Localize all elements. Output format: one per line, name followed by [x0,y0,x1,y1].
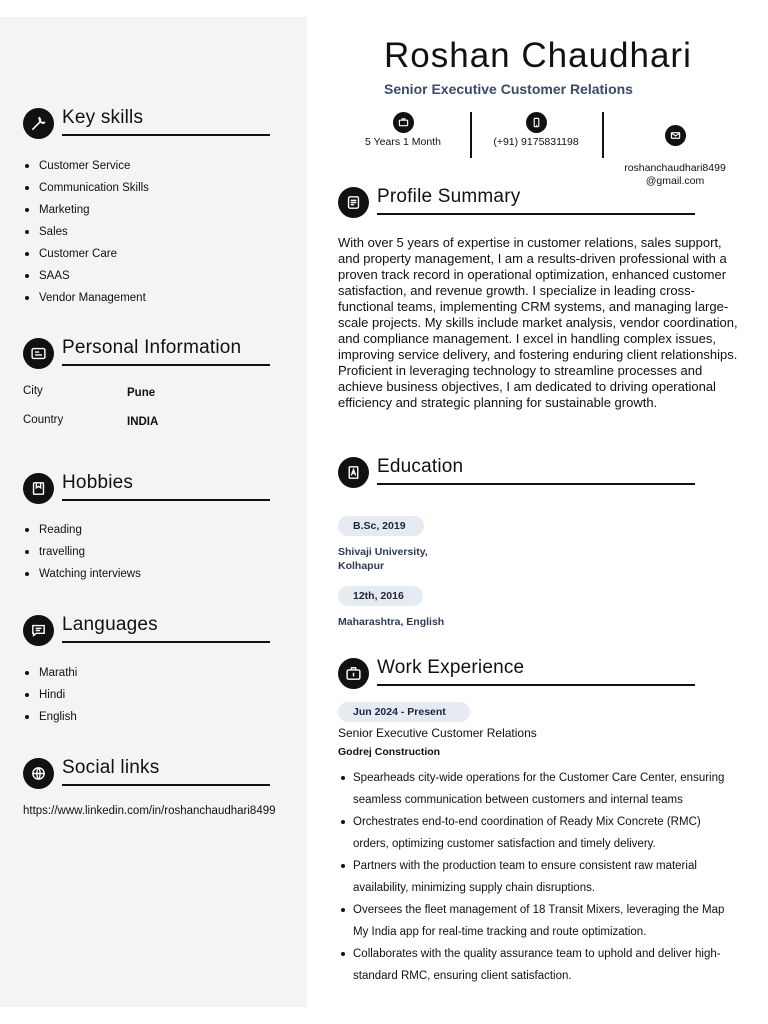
phone-contact [483,112,589,149]
education-institution: Shivaji University, Kolhapur [338,546,428,572]
list-item: Marketing [23,203,149,225]
list-item: Oversees the fleet management of 18 Transit Mixers, leveraging the Map My India app for real-time tracking and route optimization. [338,899,738,943]
email-icon [665,125,686,146]
languages-title: Languages [62,614,158,635]
list-item: Sales [23,225,149,247]
experience-text: 5 Years 1 Month [365,136,441,148]
contact-divider [470,112,472,158]
experience-contact [355,112,451,149]
list-item: Orchestrates end-to-end coordination of Ready Mix Concrete (RMC) orders, optimizing customer satisfaction and timely delivery. [338,811,738,855]
social-links-title: Social links [62,757,160,778]
section-divider [62,784,270,786]
list-item: Vendor Management [23,291,149,313]
personal-info-title: Personal Information [62,337,242,358]
section-divider [377,684,695,686]
section-divider [377,213,695,215]
list-item: Partners with the production team to ensure consistent raw material availability, minimizing supply chain disruptions. [338,855,738,899]
list-item: Collaborates with the quality assurance team to uphold and deliver high-standard RMC, ensuring client satisfaction. [338,943,738,987]
list-item: English [23,710,77,732]
country-value: INDIA [127,416,159,428]
work-experience-title: Work Experience [377,657,525,678]
candidate-role: Senior Executive Customer Relations [384,81,633,97]
wrench-icon [23,108,54,139]
graduation-icon [338,457,369,488]
country-label: Country [23,414,64,426]
id-card-icon [23,338,54,369]
globe-icon [23,758,54,789]
contact-divider [602,112,604,158]
job-company: Godrej Construction [338,746,441,758]
list-item: Reading [23,523,141,545]
section-divider [62,364,270,366]
phone-text[interactable]: (+91) 9175831198 [493,136,579,148]
email-text[interactable]: roshanchaudhari8499 @gmail.com [624,162,726,187]
candidate-name: Roshan Chaudhari [384,36,692,75]
education-title: Education [377,456,464,477]
job-title: Senior Executive Customer Relations [338,726,537,740]
education-degree-badge: 12th, 2016 [338,586,423,606]
city-label: City [23,385,43,397]
list-item: travelling [23,545,141,567]
hobbies-list [23,523,141,589]
languages-list [23,666,77,732]
profile-summary-title: Profile Summary [377,186,521,207]
list-item: Customer Service [23,159,149,181]
phone-icon [526,112,547,133]
list-item: Hindi [23,688,77,710]
hobbies-title: Hobbies [62,472,134,493]
work-bullets [338,767,738,987]
key-skills-title: Key skills [62,107,144,128]
section-divider [377,483,695,485]
document-icon [338,187,369,218]
section-divider [62,134,270,136]
city-value: Pune [127,387,156,399]
list-item: Watching interviews [23,567,141,589]
list-item: Marathi [23,666,77,688]
list-item: Communication Skills [23,181,149,203]
list-item: Spearheads city-wide operations for the Customer Care Center, ensuring seamless communication between customers and internal teams [338,767,738,811]
key-skills-list [23,159,149,313]
section-divider [62,641,270,643]
linkedin-link[interactable]: https://www.linkedin.com/in/roshanchaudhari8499 [23,805,276,817]
briefcase-icon [393,112,414,133]
bookmark-icon [23,473,54,504]
section-divider [62,499,270,501]
education-degree-badge: B.Sc, 2019 [338,516,424,536]
email-contact [612,112,738,201]
profile-summary-text: With over 5 years of expertise in customer relations, sales support, and property management, I am a results-driven professional with a proven track record in operational optimization, enhanced customer satisfaction, and revenue growth. I specialize in leading cross-functional teams, implementing CRM systems, and managing large-scale projects. My skills include market analysis, vendor coordination, and compliance management. I excel in handling complex issues, improving service delivery, and fostering enduring client relationships. Proficient in leveraging technology to streamline processes and achieve business objectives, I am dedicated to driving operational efficiency and strategic planning for sustainable growth. [338,235,738,410]
list-item: Customer Care [23,247,149,269]
briefcase-icon [338,658,369,689]
education-institution: Maharashtra, English [338,616,445,628]
list-item: SAAS [23,269,149,291]
chat-icon [23,615,54,646]
work-period-badge: Jun 2024 - Present [338,702,470,722]
